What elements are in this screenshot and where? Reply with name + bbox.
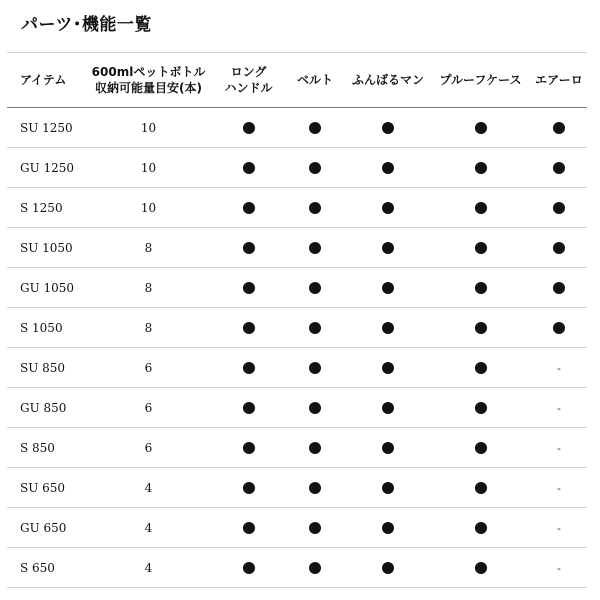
cell-belt <box>284 308 346 348</box>
available-dot-icon <box>382 442 394 454</box>
cell-proof-case <box>430 348 531 388</box>
available-dot-icon <box>382 162 394 174</box>
table-row <box>7 268 587 308</box>
cell-funbaru-man <box>346 388 430 428</box>
table-row <box>7 188 587 228</box>
available-dot-icon <box>382 562 394 574</box>
cell-belt <box>284 188 346 228</box>
cell-proof-case <box>430 388 531 428</box>
available-dot-icon <box>243 522 255 534</box>
cell-item: SU 650 <box>7 468 84 508</box>
cell-item: SU 850 <box>7 348 84 388</box>
not-available-mark: - <box>557 441 561 455</box>
cell-belt <box>284 268 346 308</box>
available-dot-icon <box>309 482 321 494</box>
header-bottle-capacity-line1: 600mlペットボトル <box>91 65 206 79</box>
available-dot-icon <box>553 322 565 334</box>
cell-bottle-capacity: 6 <box>84 348 213 388</box>
table-row <box>7 308 587 348</box>
available-dot-icon <box>553 162 565 174</box>
cell-item: S 850 <box>7 428 84 468</box>
cell-bottle-capacity: 10 <box>84 148 213 188</box>
available-dot-icon <box>309 402 321 414</box>
available-dot-icon <box>382 202 394 214</box>
cell-proof-case <box>430 108 531 148</box>
cell-funbaru-man <box>346 268 430 308</box>
cell-belt <box>284 468 346 508</box>
cell-air-port <box>531 388 587 428</box>
not-available-mark: - <box>557 401 561 415</box>
cell-bottle-capacity: 6 <box>84 388 213 428</box>
cell-long-handle <box>213 228 284 268</box>
available-dot-icon <box>243 562 255 574</box>
cell-belt <box>284 348 346 388</box>
header-funbaru-man: ふんばるマン <box>346 53 430 108</box>
cell-air-port <box>531 508 587 548</box>
table-row <box>7 428 587 468</box>
cell-long-handle <box>213 508 284 548</box>
header-item: アイテム <box>7 53 84 108</box>
cell-bottle-capacity: 10 <box>84 188 213 228</box>
cell-proof-case <box>430 148 531 188</box>
header-long-handle <box>213 53 284 108</box>
available-dot-icon <box>243 242 255 254</box>
available-dot-icon <box>475 482 487 494</box>
available-dot-icon <box>382 282 394 294</box>
available-dot-icon <box>382 402 394 414</box>
available-dot-icon <box>243 362 255 374</box>
available-dot-icon <box>243 482 255 494</box>
cell-funbaru-man <box>346 148 430 188</box>
cell-belt <box>284 508 346 548</box>
cell-bottle-capacity: 8 <box>84 308 213 348</box>
cell-bottle-capacity: 4 <box>84 508 213 548</box>
available-dot-icon <box>382 122 394 134</box>
cell-long-handle <box>213 268 284 308</box>
cell-long-handle <box>213 348 284 388</box>
cell-proof-case <box>430 468 531 508</box>
cell-item: S 650 <box>7 548 84 588</box>
header-bottle-capacity <box>84 53 213 108</box>
cell-proof-case <box>430 428 531 468</box>
available-dot-icon <box>243 442 255 454</box>
available-dot-icon <box>309 282 321 294</box>
available-dot-icon <box>382 362 394 374</box>
cell-proof-case <box>430 228 531 268</box>
available-dot-icon <box>309 242 321 254</box>
available-dot-icon <box>382 522 394 534</box>
available-dot-icon <box>475 442 487 454</box>
cell-funbaru-man <box>346 308 430 348</box>
header-air-port: エアーロ <box>531 53 587 108</box>
cell-long-handle <box>213 428 284 468</box>
available-dot-icon <box>475 522 487 534</box>
cell-item: SU 1050 <box>7 228 84 268</box>
cell-belt <box>284 428 346 468</box>
cell-long-handle <box>213 148 284 188</box>
available-dot-icon <box>382 322 394 334</box>
cell-proof-case <box>430 268 531 308</box>
available-dot-icon <box>309 322 321 334</box>
available-dot-icon <box>553 122 565 134</box>
available-dot-icon <box>243 282 255 294</box>
cell-air-port <box>531 148 587 188</box>
available-dot-icon <box>243 322 255 334</box>
cell-long-handle <box>213 108 284 148</box>
table-header-row <box>7 53 587 108</box>
available-dot-icon <box>475 242 487 254</box>
table-row <box>7 148 587 188</box>
cell-item: GU 850 <box>7 388 84 428</box>
available-dot-icon <box>243 402 255 414</box>
cell-air-port <box>531 188 587 228</box>
header-belt: ベルト <box>284 53 346 108</box>
cell-proof-case <box>430 308 531 348</box>
available-dot-icon <box>475 362 487 374</box>
cell-long-handle <box>213 468 284 508</box>
available-dot-icon <box>309 442 321 454</box>
cell-air-port <box>531 428 587 468</box>
cell-belt <box>284 548 346 588</box>
cell-bottle-capacity: 6 <box>84 428 213 468</box>
cell-funbaru-man <box>346 348 430 388</box>
cell-funbaru-man <box>346 228 430 268</box>
available-dot-icon <box>475 162 487 174</box>
cell-item: GU 1250 <box>7 148 84 188</box>
cell-air-port <box>531 268 587 308</box>
available-dot-icon <box>553 282 565 294</box>
cell-item: SU 1250 <box>7 108 84 148</box>
header-proof-case: プルーフケース <box>430 53 531 108</box>
table-row <box>7 348 587 388</box>
cell-air-port <box>531 348 587 388</box>
available-dot-icon <box>309 522 321 534</box>
cell-belt <box>284 228 346 268</box>
available-dot-icon <box>382 482 394 494</box>
cell-air-port <box>531 308 587 348</box>
available-dot-icon <box>243 122 255 134</box>
table-row <box>7 228 587 268</box>
available-dot-icon <box>309 122 321 134</box>
cell-funbaru-man <box>346 188 430 228</box>
available-dot-icon <box>475 322 487 334</box>
available-dot-icon <box>309 562 321 574</box>
cell-proof-case <box>430 508 531 548</box>
available-dot-icon <box>243 202 255 214</box>
available-dot-icon <box>553 242 565 254</box>
cell-item: S 1250 <box>7 188 84 228</box>
header-long-handle-line2: ハンドル <box>224 81 273 95</box>
cell-funbaru-man <box>346 108 430 148</box>
parts-function-table <box>7 52 587 588</box>
available-dot-icon <box>475 402 487 414</box>
cell-bottle-capacity: 10 <box>84 108 213 148</box>
cell-air-port <box>531 228 587 268</box>
available-dot-icon <box>243 162 255 174</box>
not-available-mark: - <box>557 481 561 495</box>
not-available-mark: - <box>557 361 561 375</box>
available-dot-icon <box>553 202 565 214</box>
table-row <box>7 508 587 548</box>
table-row <box>7 108 587 148</box>
page-title: パーツ･機能一覧 <box>21 15 152 35</box>
cell-item: GU 1050 <box>7 268 84 308</box>
cell-proof-case <box>430 548 531 588</box>
cell-belt <box>284 108 346 148</box>
table-row <box>7 388 587 428</box>
available-dot-icon <box>382 242 394 254</box>
cell-air-port <box>531 468 587 508</box>
available-dot-icon <box>475 282 487 294</box>
cell-funbaru-man <box>346 428 430 468</box>
cell-bottle-capacity: 4 <box>84 548 213 588</box>
available-dot-icon <box>475 202 487 214</box>
cell-air-port <box>531 548 587 588</box>
available-dot-icon <box>309 202 321 214</box>
cell-funbaru-man <box>346 468 430 508</box>
cell-air-port <box>531 108 587 148</box>
table-row <box>7 468 587 508</box>
available-dot-icon <box>475 562 487 574</box>
cell-bottle-capacity: 8 <box>84 228 213 268</box>
cell-long-handle <box>213 188 284 228</box>
not-available-mark: - <box>557 521 561 535</box>
cell-proof-case <box>430 188 531 228</box>
header-bottle-capacity-line2: 収納可能量目安(本) <box>95 81 202 95</box>
cell-funbaru-man <box>346 548 430 588</box>
cell-belt <box>284 148 346 188</box>
cell-bottle-capacity: 8 <box>84 268 213 308</box>
cell-long-handle <box>213 548 284 588</box>
available-dot-icon <box>309 162 321 174</box>
not-available-mark: - <box>557 561 561 575</box>
table-row <box>7 548 587 588</box>
header-long-handle-line1: ロング <box>230 65 267 79</box>
cell-bottle-capacity: 4 <box>84 468 213 508</box>
cell-item: S 1050 <box>7 308 84 348</box>
cell-item: GU 650 <box>7 508 84 548</box>
available-dot-icon <box>309 362 321 374</box>
cell-long-handle <box>213 388 284 428</box>
available-dot-icon <box>475 122 487 134</box>
cell-funbaru-man <box>346 508 430 548</box>
cell-long-handle <box>213 308 284 348</box>
cell-belt <box>284 388 346 428</box>
